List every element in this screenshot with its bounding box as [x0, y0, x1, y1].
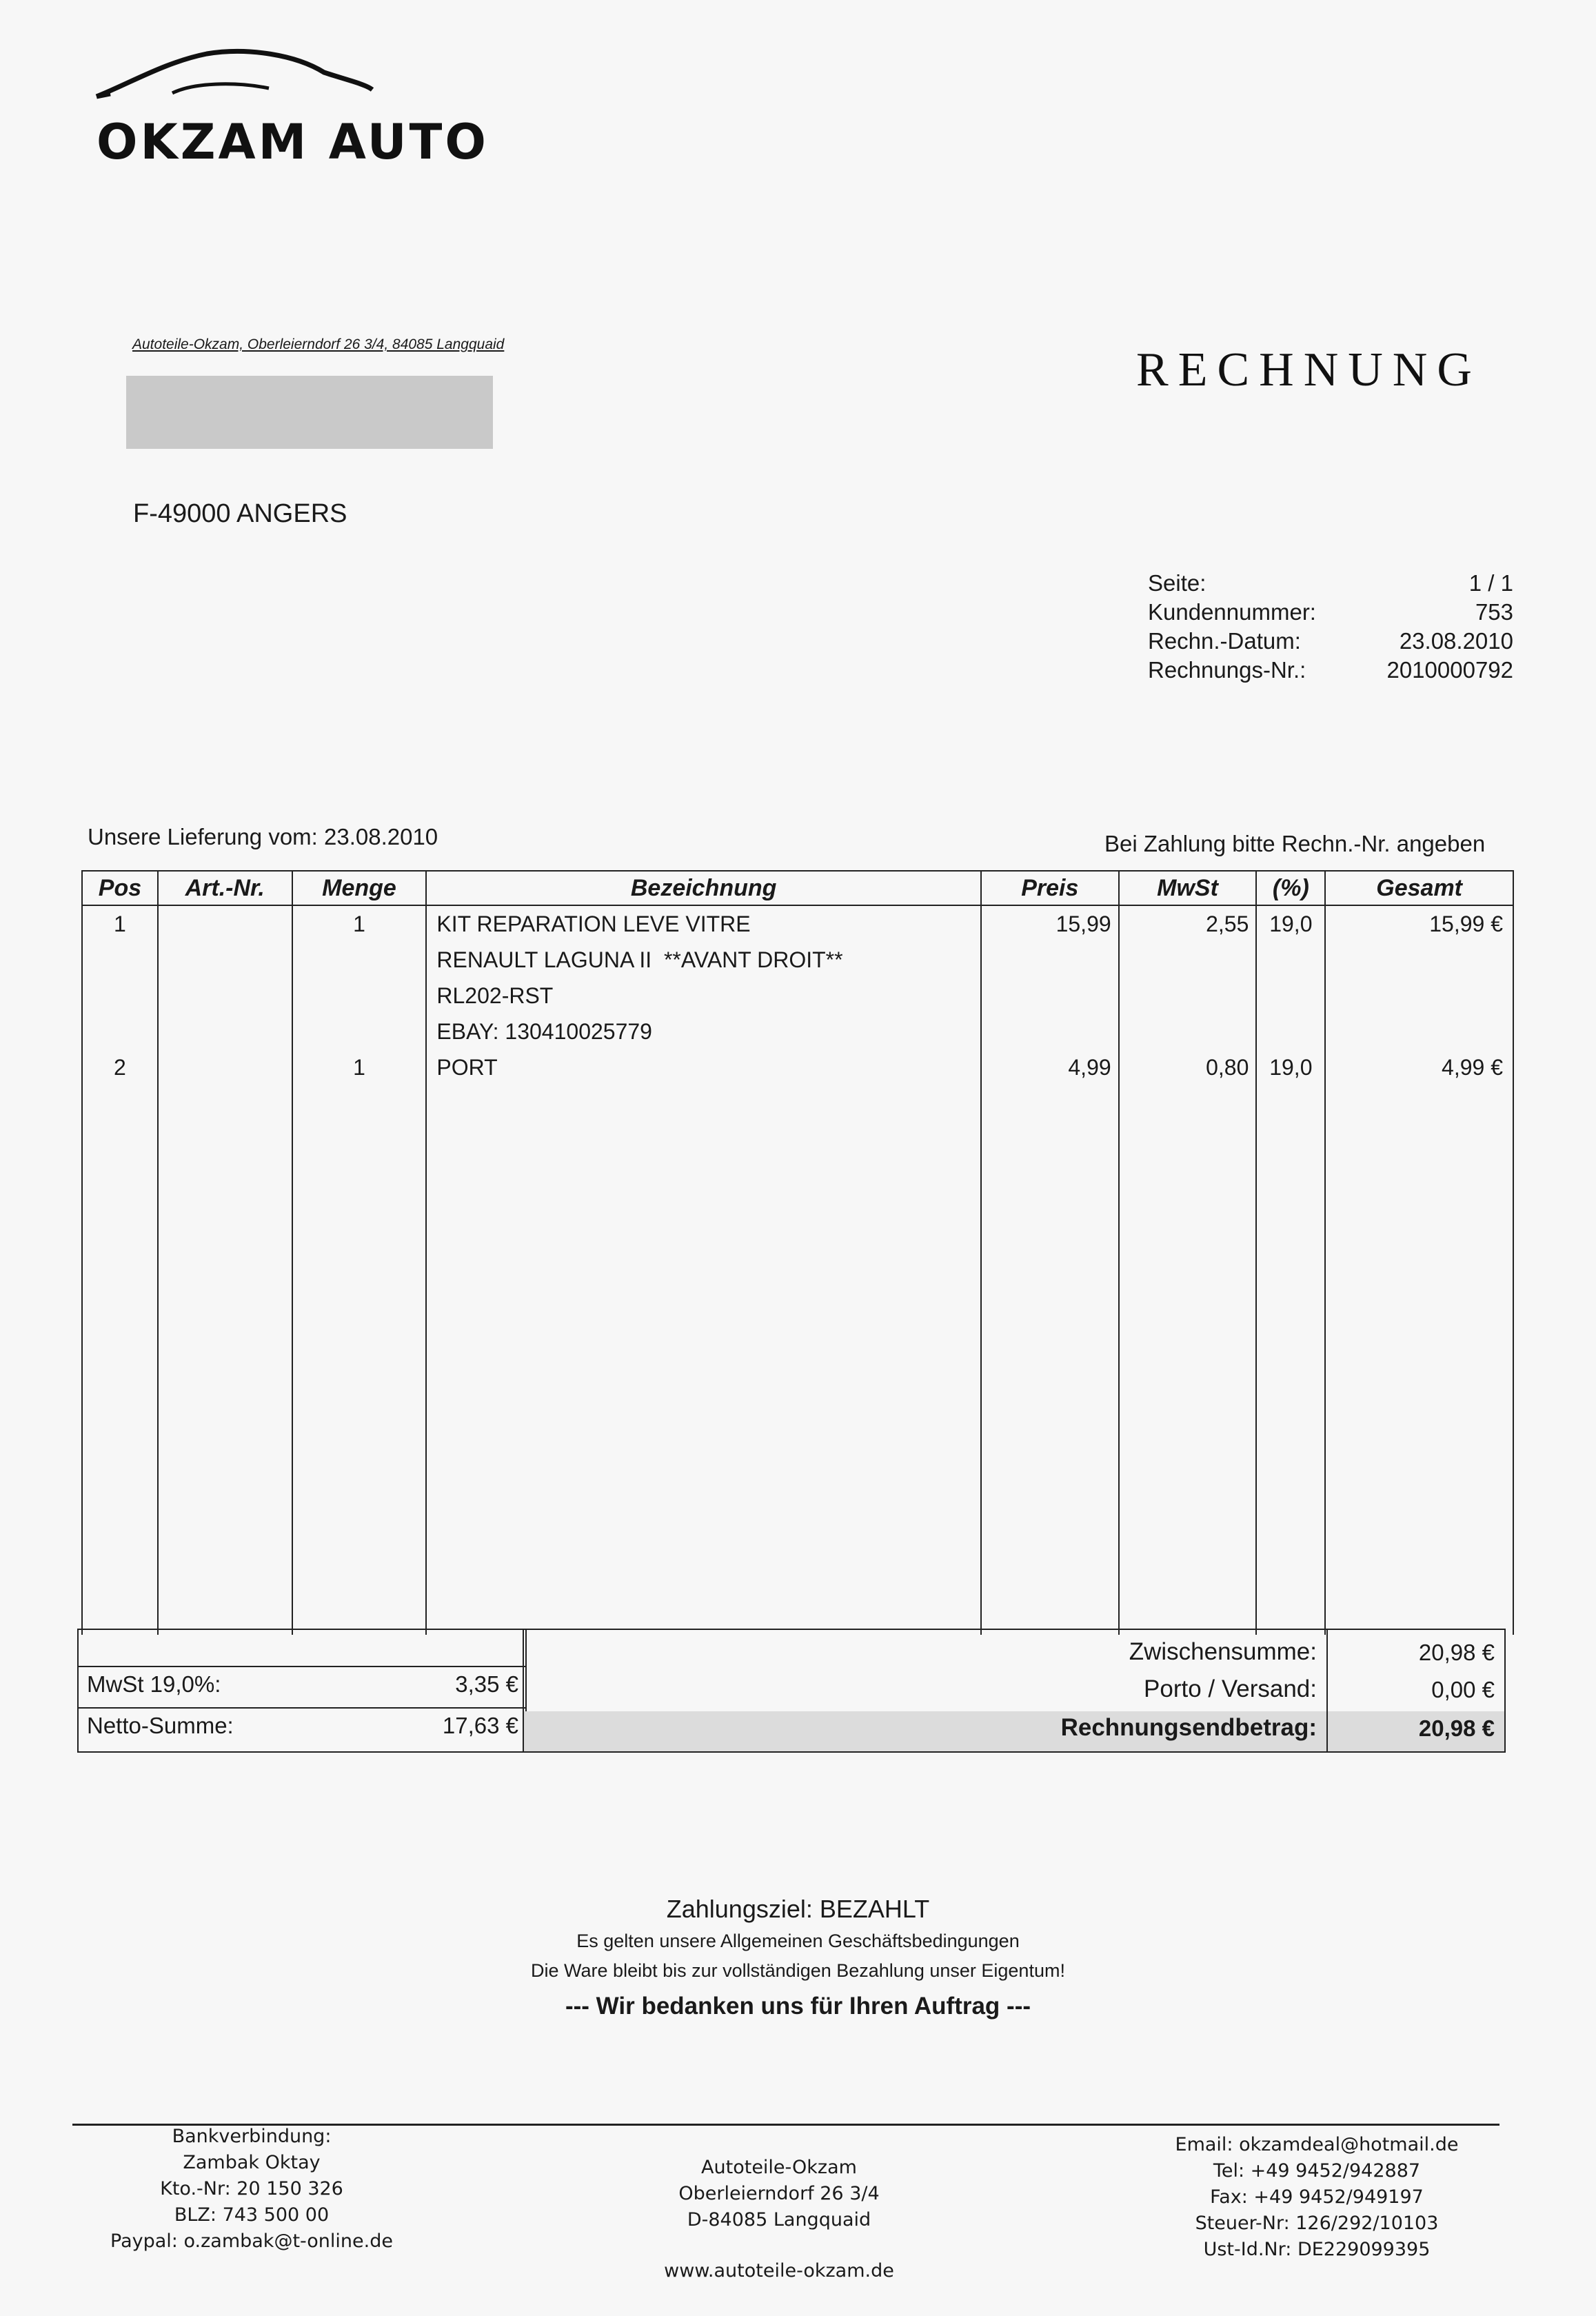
- tax-summary-box: [77, 1629, 527, 1753]
- header-pos: Pos: [82, 871, 158, 905]
- header-preis: Preis: [981, 871, 1119, 905]
- recipient-city: F-49000 ANGERS: [133, 499, 347, 528]
- logo-text: OKZAM AUTO: [97, 114, 489, 170]
- row-description-line: KIT REPARATION LEVE VITRE: [436, 912, 751, 936]
- row-mwst: 2,55: [1206, 912, 1249, 936]
- header-mwst: MwSt: [1119, 871, 1257, 905]
- payment-term: Zahlungsziel: BEZAHLT: [666, 1895, 930, 1923]
- row-preis: 15,99: [1055, 912, 1111, 936]
- meta-row-customer-number: Kundennummer: 753: [1148, 599, 1513, 625]
- subtotal-label: Zwischensumme:: [1129, 1638, 1317, 1665]
- row-menge: 1: [353, 912, 365, 936]
- shipping-value: 0,00 €: [1431, 1677, 1495, 1702]
- row-description-line: EBAY: 130410025779: [436, 1019, 652, 1044]
- document-title: RECHNUNG: [1136, 343, 1482, 396]
- net-sum-amount: 17,63 €: [442, 1713, 518, 1738]
- terms-note: Es gelten unsere Allgemeinen Geschäftsbedingungen: [576, 1931, 1020, 1951]
- row-pos: 1: [114, 912, 126, 936]
- footer-website: www.autoteile-okzam.de: [664, 2260, 894, 2282]
- redacted-recipient-name: [126, 376, 493, 449]
- meta-row-invoice-number: Rechnungs-Nr.: 2010000792: [1148, 657, 1513, 683]
- row-menge: 1: [353, 1055, 365, 1080]
- row-description-line: PORT: [436, 1055, 498, 1080]
- table-row: [82, 905, 1513, 1635]
- row-mwst: 0,80: [1206, 1055, 1249, 1080]
- shipping-label: Porto / Versand:: [1144, 1675, 1317, 1702]
- thank-you-note: --- Wir bedanken uns für Ihren Auftrag ---: [565, 1993, 1031, 2020]
- header-pct: (%): [1256, 871, 1325, 905]
- subtotal-value: 20,98 €: [1418, 1640, 1495, 1665]
- row-pct: 19,0: [1269, 1055, 1313, 1080]
- meta-row-invoice-date: Rechn.-Datum: 23.08.2010: [1148, 628, 1513, 654]
- car-logo-icon: [90, 41, 379, 117]
- row-description-line: RENAULT LAGUNA II **AVANT DROIT**: [436, 947, 843, 972]
- header-bezeichnung: Bezeichnung: [426, 871, 981, 905]
- delivery-note: Unsere Lieferung vom: 23.08.2010: [88, 824, 438, 849]
- row-pct: 19,0: [1269, 912, 1313, 936]
- invoice-meta: [1148, 569, 1513, 685]
- row-gesamt: 15,99 €: [1429, 912, 1503, 936]
- sums-box: [523, 1629, 1506, 1753]
- grand-total-value: 20,98 €: [1418, 1715, 1495, 1741]
- row-preis: 4,99: [1068, 1055, 1111, 1080]
- footer-contact: Email: okzamdeal@hotmail.de Tel: +49 9452/942887 Fax: +49 9452/949197 Steuer-Nr: 126/292/10103 Ust-Id.Nr: DE229099395: [1175, 2134, 1459, 2260]
- footer-address: Autoteile-Okzam Oberleierndorf 26 3/4 D-84085 Langquaid www.autoteile-okzam.de: [614, 2155, 945, 2284]
- ownership-note: Die Ware bleibt bis zur vollständigen Bezahlung unser Eigentum!: [531, 1960, 1065, 1981]
- items-table: [81, 870, 1514, 1635]
- footer-bank: Bankverbindung: Zambak Oktay Kto.-Nr: 20 150 326 BLZ: 743 500 00 Paypal: o.zambak@t-online.de: [110, 2126, 393, 2252]
- company-logo: [90, 41, 489, 172]
- payment-note: Bei Zahlung bitte Rechn.-Nr. angeben: [1104, 831, 1486, 856]
- row-gesamt: 4,99 €: [1442, 1055, 1503, 1080]
- meta-row-page: Seite: 1 / 1: [1148, 570, 1513, 596]
- tax-amount: 3,35 €: [455, 1671, 518, 1697]
- tax-rate-label: MwSt 19,0%:: [87, 1671, 221, 1697]
- grand-total-label: Rechnungsendbetrag:: [1060, 1714, 1317, 1741]
- table-header-row: [82, 871, 1513, 905]
- header-art-nr: Art.-Nr.: [158, 871, 292, 905]
- row-pos: 2: [114, 1055, 126, 1080]
- sender-address-line: Autoteile-Okzam, Oberleierndorf 26 3/4, 84085 Langquaid: [132, 336, 505, 352]
- header-menge: Menge: [292, 871, 427, 905]
- row-description-line: RL202-RST: [436, 983, 554, 1008]
- net-sum-label: Netto-Summe:: [87, 1713, 234, 1738]
- totals-section: [77, 1629, 1504, 1751]
- header-gesamt: Gesamt: [1325, 871, 1513, 905]
